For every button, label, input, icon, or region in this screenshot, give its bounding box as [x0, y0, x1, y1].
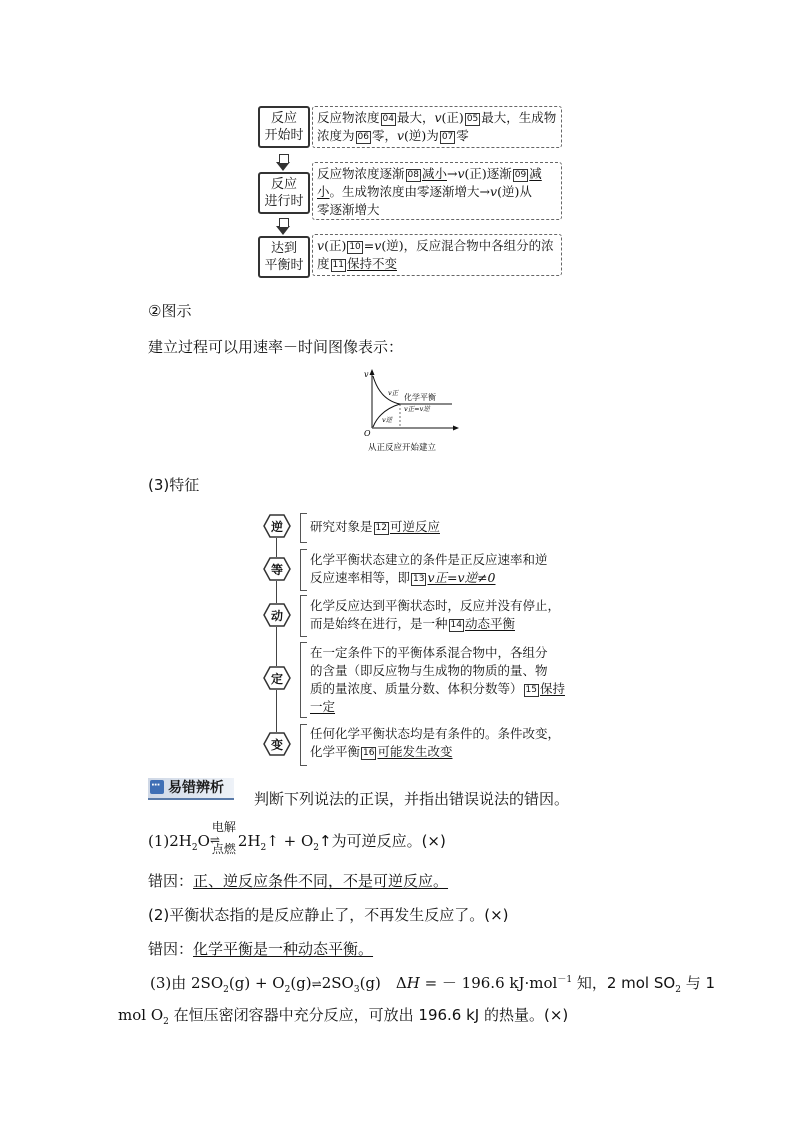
stage-box-progress: 反应 进行时	[258, 172, 310, 214]
flow-down-arrow-icon	[276, 162, 290, 171]
feature-text-reverse: 研究对象是 12 可逆反应	[310, 519, 440, 534]
error-analysis-tag: ···易错辨析	[148, 778, 234, 800]
section-diagram-title: ②图示	[148, 302, 192, 320]
feature-key-fixed: 定	[263, 666, 291, 690]
feature-key-change: 变	[263, 732, 291, 756]
x-axis-arrow-icon	[453, 426, 459, 431]
question-3-line2: mol $O_2$ 在恒压密闭容器中充分反应，可放出 196.6 kJ 的热量。(×)	[118, 1006, 569, 1027]
tag-icon	[150, 780, 164, 794]
rate-time-graph	[360, 366, 470, 456]
feature-bracket	[300, 642, 307, 718]
question-2: (2)平衡状态指的是反应静止了，不再发生反应了。(×)	[148, 906, 509, 924]
feature-bracket	[300, 549, 307, 591]
feature-spine	[276, 520, 277, 748]
feature-text-change: 任何化学平衡状态均是有条件的。条件改变， 化学平衡 16 可能发生改变	[310, 726, 561, 759]
feature-text-equal: 化学平衡状态建立的条件是正反应速率和逆 反应速率相等，即 13 v正=v逆≠0	[310, 552, 548, 585]
feature-key-dynamic: 动	[263, 603, 291, 627]
v-reverse-label: v逆	[382, 416, 393, 424]
feature-key-equal: 等	[263, 557, 291, 581]
reversible-arrow-icon: ⇌	[209, 833, 220, 847]
y-axis-arrow-icon	[370, 369, 375, 375]
v-forward-label: v正	[388, 389, 399, 397]
stage-desc-start: 反应物浓度 04 最大，v(正) 05 最大，生成物 浓度为 06 零，v(逆)为 07 零	[312, 106, 562, 148]
condition-top: 电解	[211, 820, 236, 834]
reversible-arrow-icon: ⇌	[311, 977, 322, 991]
condition-bottom: 点燃	[211, 842, 236, 856]
stage-box-start: 反应 开始时	[258, 106, 310, 148]
stage-desc-progress: 反应物浓度逐渐 08 减小→v(正)逐渐 09 减 小。生成物浓度由零逐渐增大→v(逆)从 零逐渐增大	[312, 162, 562, 220]
question-2-reason: 错因：化学平衡是一种动态平衡。	[148, 940, 374, 958]
flow-down-arrow-icon	[276, 226, 290, 235]
origin-label: O	[364, 429, 371, 438]
feature-text-dynamic: 化学反应达到平衡状态时，反应并没有停止， 而是始终在进行，是一种 14 动态平衡	[310, 598, 561, 631]
feature-text-fixed: 在一定条件下的平衡体系混合物中，各组分 的含量（即反应物与生成物的物质的量、物 质的量浓度、质量分数、体积分数等） 15 保持 一定	[310, 645, 565, 714]
feature-key-reverse: 逆	[263, 514, 291, 538]
feature-bracket	[300, 595, 307, 637]
equal-label: v正=v逆	[404, 405, 430, 413]
graph-caption: 从正反应开始建立	[368, 443, 437, 453]
question-1: $(1)2H_2O$ 电解 ⇌ 点燃 $2H_2↑$ + $O_2↑$为可逆反应。(×)	[148, 820, 446, 856]
question-1-reason: 错因：正、逆反应条件不同，不是可逆反应。	[148, 872, 449, 890]
feature-bracket	[300, 513, 307, 543]
tag-instruction: 判断下列说法的正误，并指出错误说法的错因。	[254, 790, 570, 808]
section-features-title: (3)特征	[148, 476, 200, 494]
y-axis-label: v	[364, 370, 369, 379]
diagram-intro: 建立过程可以用速率－时间图像表示：	[148, 338, 404, 356]
stage-box-equilibrium: 达到 平衡时	[258, 236, 310, 278]
question-3-line1: (3)由 $2SO_2(g)$ + $O_2(g)\rightleftharpoons 2SO_3(g)$ ΔH = － 196.6 kJ·mol$^{-1}$ 知，2 mol $SO_2$ 与 1	[150, 974, 716, 995]
stage-desc-equilibrium: v(正) 10 =v(逆)，反应混合物中各组分的浓 度 11 保持不变	[312, 234, 562, 276]
equilibrium-label: 化学平衡	[404, 393, 436, 402]
feature-bracket	[300, 724, 307, 766]
